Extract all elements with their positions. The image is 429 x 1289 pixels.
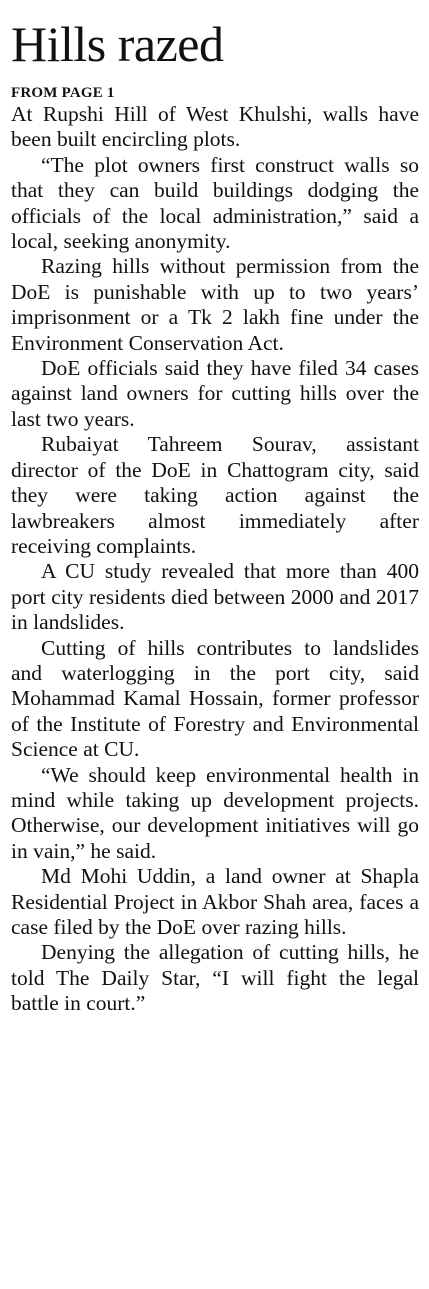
paragraph: “The plot owners first construct walls so that they can build buildings dodging the officials of the local administration,” said a local, seeking anonymity.	[11, 152, 419, 254]
paragraph: DoE officials said they have filed 34 cases against land owners for cutting hills over the last two years.	[11, 356, 419, 431]
news-article	[11, 18, 419, 1017]
paragraph: “We should keep environmental health in mind while taking up development projects. Otherwise, our development initiatives will go in vain,” he said.	[11, 762, 419, 863]
headline: Hills razed	[11, 16, 224, 72]
paragraph: Denying the allegation of cutting hills, he told The Daily Star, “I will fight the legal battle in court.”	[11, 940, 419, 1016]
paragraph: A CU study revealed that more than 400 port city residents died between 2000 and 2017 in landslides.	[11, 559, 419, 635]
paragraph: Razing hills without permission from the DoE is punishable with up to two years’ imprisonment or a Tk 2 lakh fine under the Environment Conservation Act.	[11, 254, 419, 355]
paragraph: Cutting of hills contributes to landslides and waterlogging in the port city, said Mohammad Kamal Hossain, former professor of the Institute of Forestry and Environmental Science at CU.	[11, 635, 419, 762]
paragraph: Md Mohi Uddin, a land owner at Shapla Residential Project in Akbor Shah area, faces a case filed by the DoE over razing hills.	[11, 864, 419, 939]
paragraph: At Rupshi Hill of West Khulshi, walls have been built encircling plots.	[11, 102, 419, 152]
paragraph: Rubaiyat Tahreem Sourav, assistant director of the DoE in Chattogram city, said they were taking action against the lawbreakers almost immediately after receiving complaints.	[11, 432, 419, 558]
article-body	[11, 102, 419, 1017]
continuation-kicker: FROM PAGE 1	[11, 85, 115, 101]
